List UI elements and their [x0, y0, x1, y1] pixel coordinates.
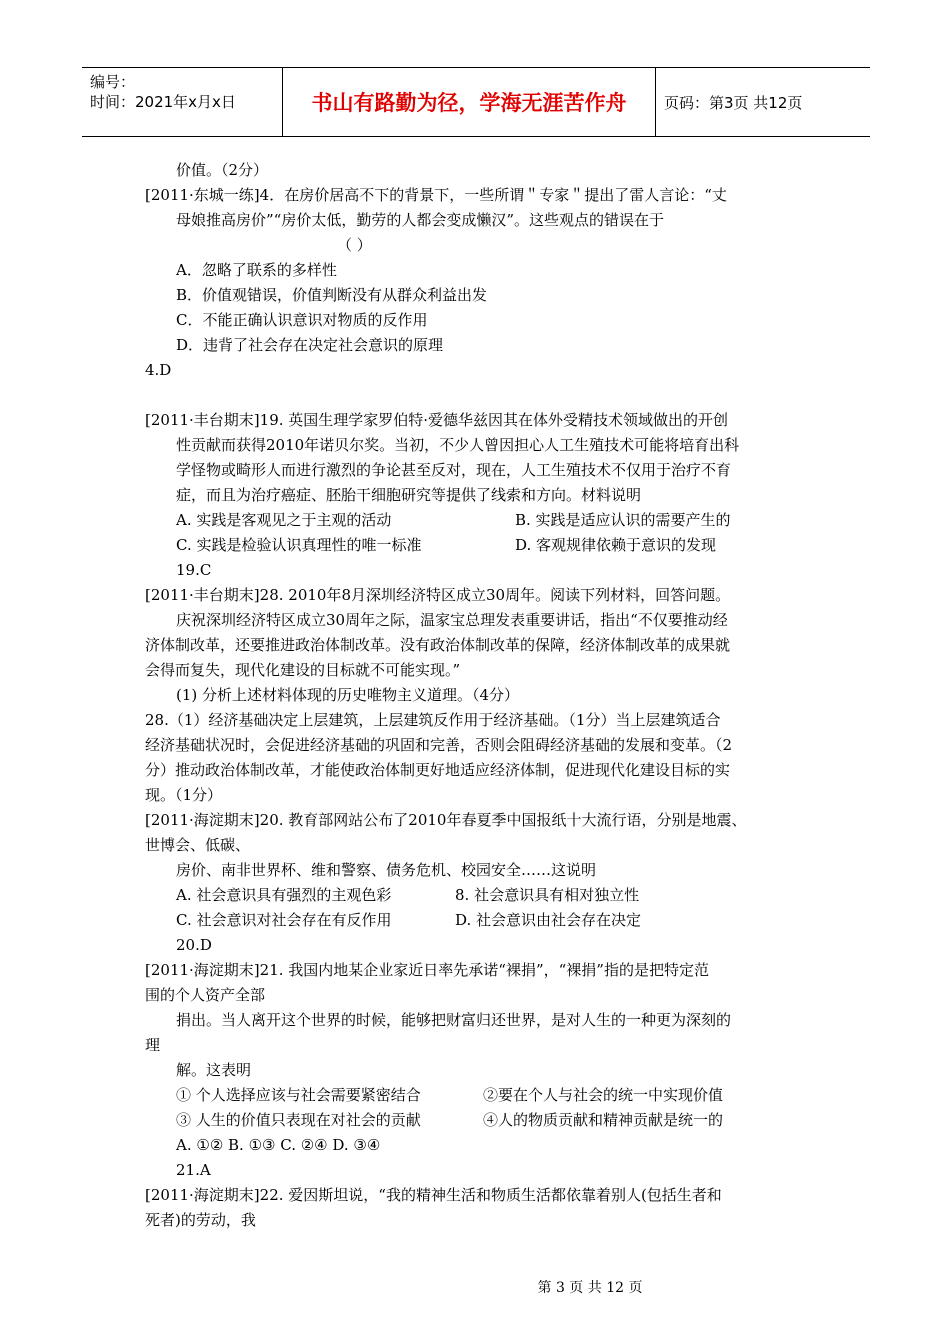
option-b: B．价值观错误，价值判断没有从群众利益出发	[176, 286, 488, 304]
page-footer	[0, 1277, 950, 1297]
answer-4: 4.D	[145, 361, 172, 379]
statement-4: ④人的物质贡献和精神贡献是统一的	[483, 1111, 724, 1129]
text-line: 围的个人资产全部	[145, 986, 266, 1004]
text-line: 房价、南非世界杯、维和警察、债务危机、校园安全……这说明	[176, 861, 597, 879]
question-4-stem: [2011·东城一练]4．在房价居高不下的背景下，一些所谓＂专家＂提出了雷人言论：“丈	[145, 186, 727, 204]
text-line: 学怪物或畸形人而进行激烈的争论甚至反对，现在，人工生殖技术不仅用于治疗不育	[176, 461, 732, 479]
question-22-stem: [2011·海淀期末]22. 爱因斯坦说，“我的精神生活和物质生活都依靠着别人(包括生者和	[145, 1186, 722, 1204]
number-label: 编号：	[90, 73, 136, 91]
question-28-stem: [2011·丰台期末]28. 2010年8月深圳经济特区成立30周年。阅读下列材料，回答问题。	[145, 586, 731, 604]
text-line: 母娘推高房价”“房价太低，勤劳的人都会变成懒汉”。这些观点的错误在于	[176, 211, 665, 229]
text-line: 死者)的劳动，我	[145, 1211, 256, 1229]
option-b: 8. 社会意识具有相对独立性	[455, 886, 640, 904]
header-page-label: 页码：第3页 共12页	[664, 93, 803, 112]
text-line: 庆祝深圳经济特区成立30周年之际，温家宝总理发表重要讲话，指出“不仅要推动经	[176, 611, 728, 629]
text-line: 价值。（2分）	[176, 161, 269, 179]
text-line: 济体制改革，还要推进政治体制改革。没有政治体制改革的保障，经济体制改革的成果就	[145, 636, 731, 654]
answer-bracket: （ ）	[337, 236, 372, 254]
option-d: D. 社会意识由社会存在决定	[455, 911, 642, 929]
text-line: 症，而且为治疗癌症、胚胎干细胞研究等提供了线索和方向。材料说明	[176, 486, 642, 504]
option-c: C. 社会意识对社会存在有反作用	[176, 911, 392, 929]
text-line: 分）推动政治体制改革，才能使政治体制更好地适应经济体制，促进现代化建设目标的实	[145, 761, 731, 779]
statement-2: ②要在个人与社会的统一中实现价值	[483, 1086, 724, 1104]
option-d: D. 客观规律依赖于意识的发现	[515, 536, 717, 554]
option-d: D．违背了社会存在决定社会意识的原理	[176, 336, 444, 354]
text-line: 经济基础状况时，会促进经济基础的巩固和完善，否则会阻碍经济基础的发展和变革。（2	[145, 736, 733, 754]
statement-1: ① 个人选择应该与社会需要紧密结合	[176, 1086, 421, 1104]
text-line: 理	[145, 1036, 161, 1054]
footer-page-number: 第 3 页 共 12 页	[537, 1280, 643, 1296]
header-motto: 书山有路勤为径，学海无涯苦作舟	[283, 68, 656, 136]
text-line: 现。（1分）	[145, 786, 223, 804]
option-c: C. 实践是检验认识真理性的唯一标准	[176, 536, 422, 554]
answer-28: 28.（1）经济基础决定上层建筑，上层建筑反作用于经济基础。（1分）当上层建筑适合	[145, 711, 721, 729]
option-a: A．忽略了联系的多样性	[176, 261, 337, 279]
answer-21: 21.A	[176, 1161, 211, 1179]
text-line: 性贡献而获得2010年诺贝尔奖。当初，不少人曾因担心人工生殖技术可能将培育出科	[176, 436, 740, 454]
text-line: 会得而复失，现代化建设的目标就不可能实现。”	[145, 661, 461, 679]
question-19-stem: [2011·丰台期末]19. 英国生理学家罗伯特·爱德华兹因其在体外受精技术领域做出的开创	[145, 411, 729, 429]
question-20-stem: [2011·海淀期末]20. 教育部网站公布了2010年春夏季中国报纸十大流行语，分别是地震、	[145, 811, 747, 829]
text-line: 世博会、低碳、	[145, 836, 251, 854]
question-21-stem: [2011·海淀期末]21. 我国内地某企业家近日率先承诺“裸捐”，“裸捐”指的是把特定范	[145, 961, 709, 979]
option-b: B. 实践是适应认识的需要产生的	[515, 511, 731, 529]
sub-question-1: (1) 分析上述材料体现的历史唯物主义道理。（4分）	[176, 686, 520, 704]
option-a: A. 实践是客观见之于主观的活动	[176, 511, 392, 529]
text-line: 捐出。当人离开这个世界的时候，能够把财富归还世界，是对人生的一种更为深刻的	[176, 1011, 732, 1029]
option-a: A. 社会意识具有强烈的主观色彩	[176, 886, 392, 904]
options-row: A. ①② B. ①③ C. ②④ D. ③④	[176, 1136, 381, 1154]
option-c: C．不能正确认识意识对物质的反作用	[176, 311, 428, 329]
statement-3: ③ 人生的价值只表现在对社会的贡献	[176, 1111, 421, 1129]
answer-20: 20.D	[176, 936, 212, 954]
answer-19: 19.C	[176, 561, 212, 579]
text-line: 解。这表明	[176, 1061, 252, 1079]
date-label: 时间：2021年x月x日	[90, 93, 236, 111]
